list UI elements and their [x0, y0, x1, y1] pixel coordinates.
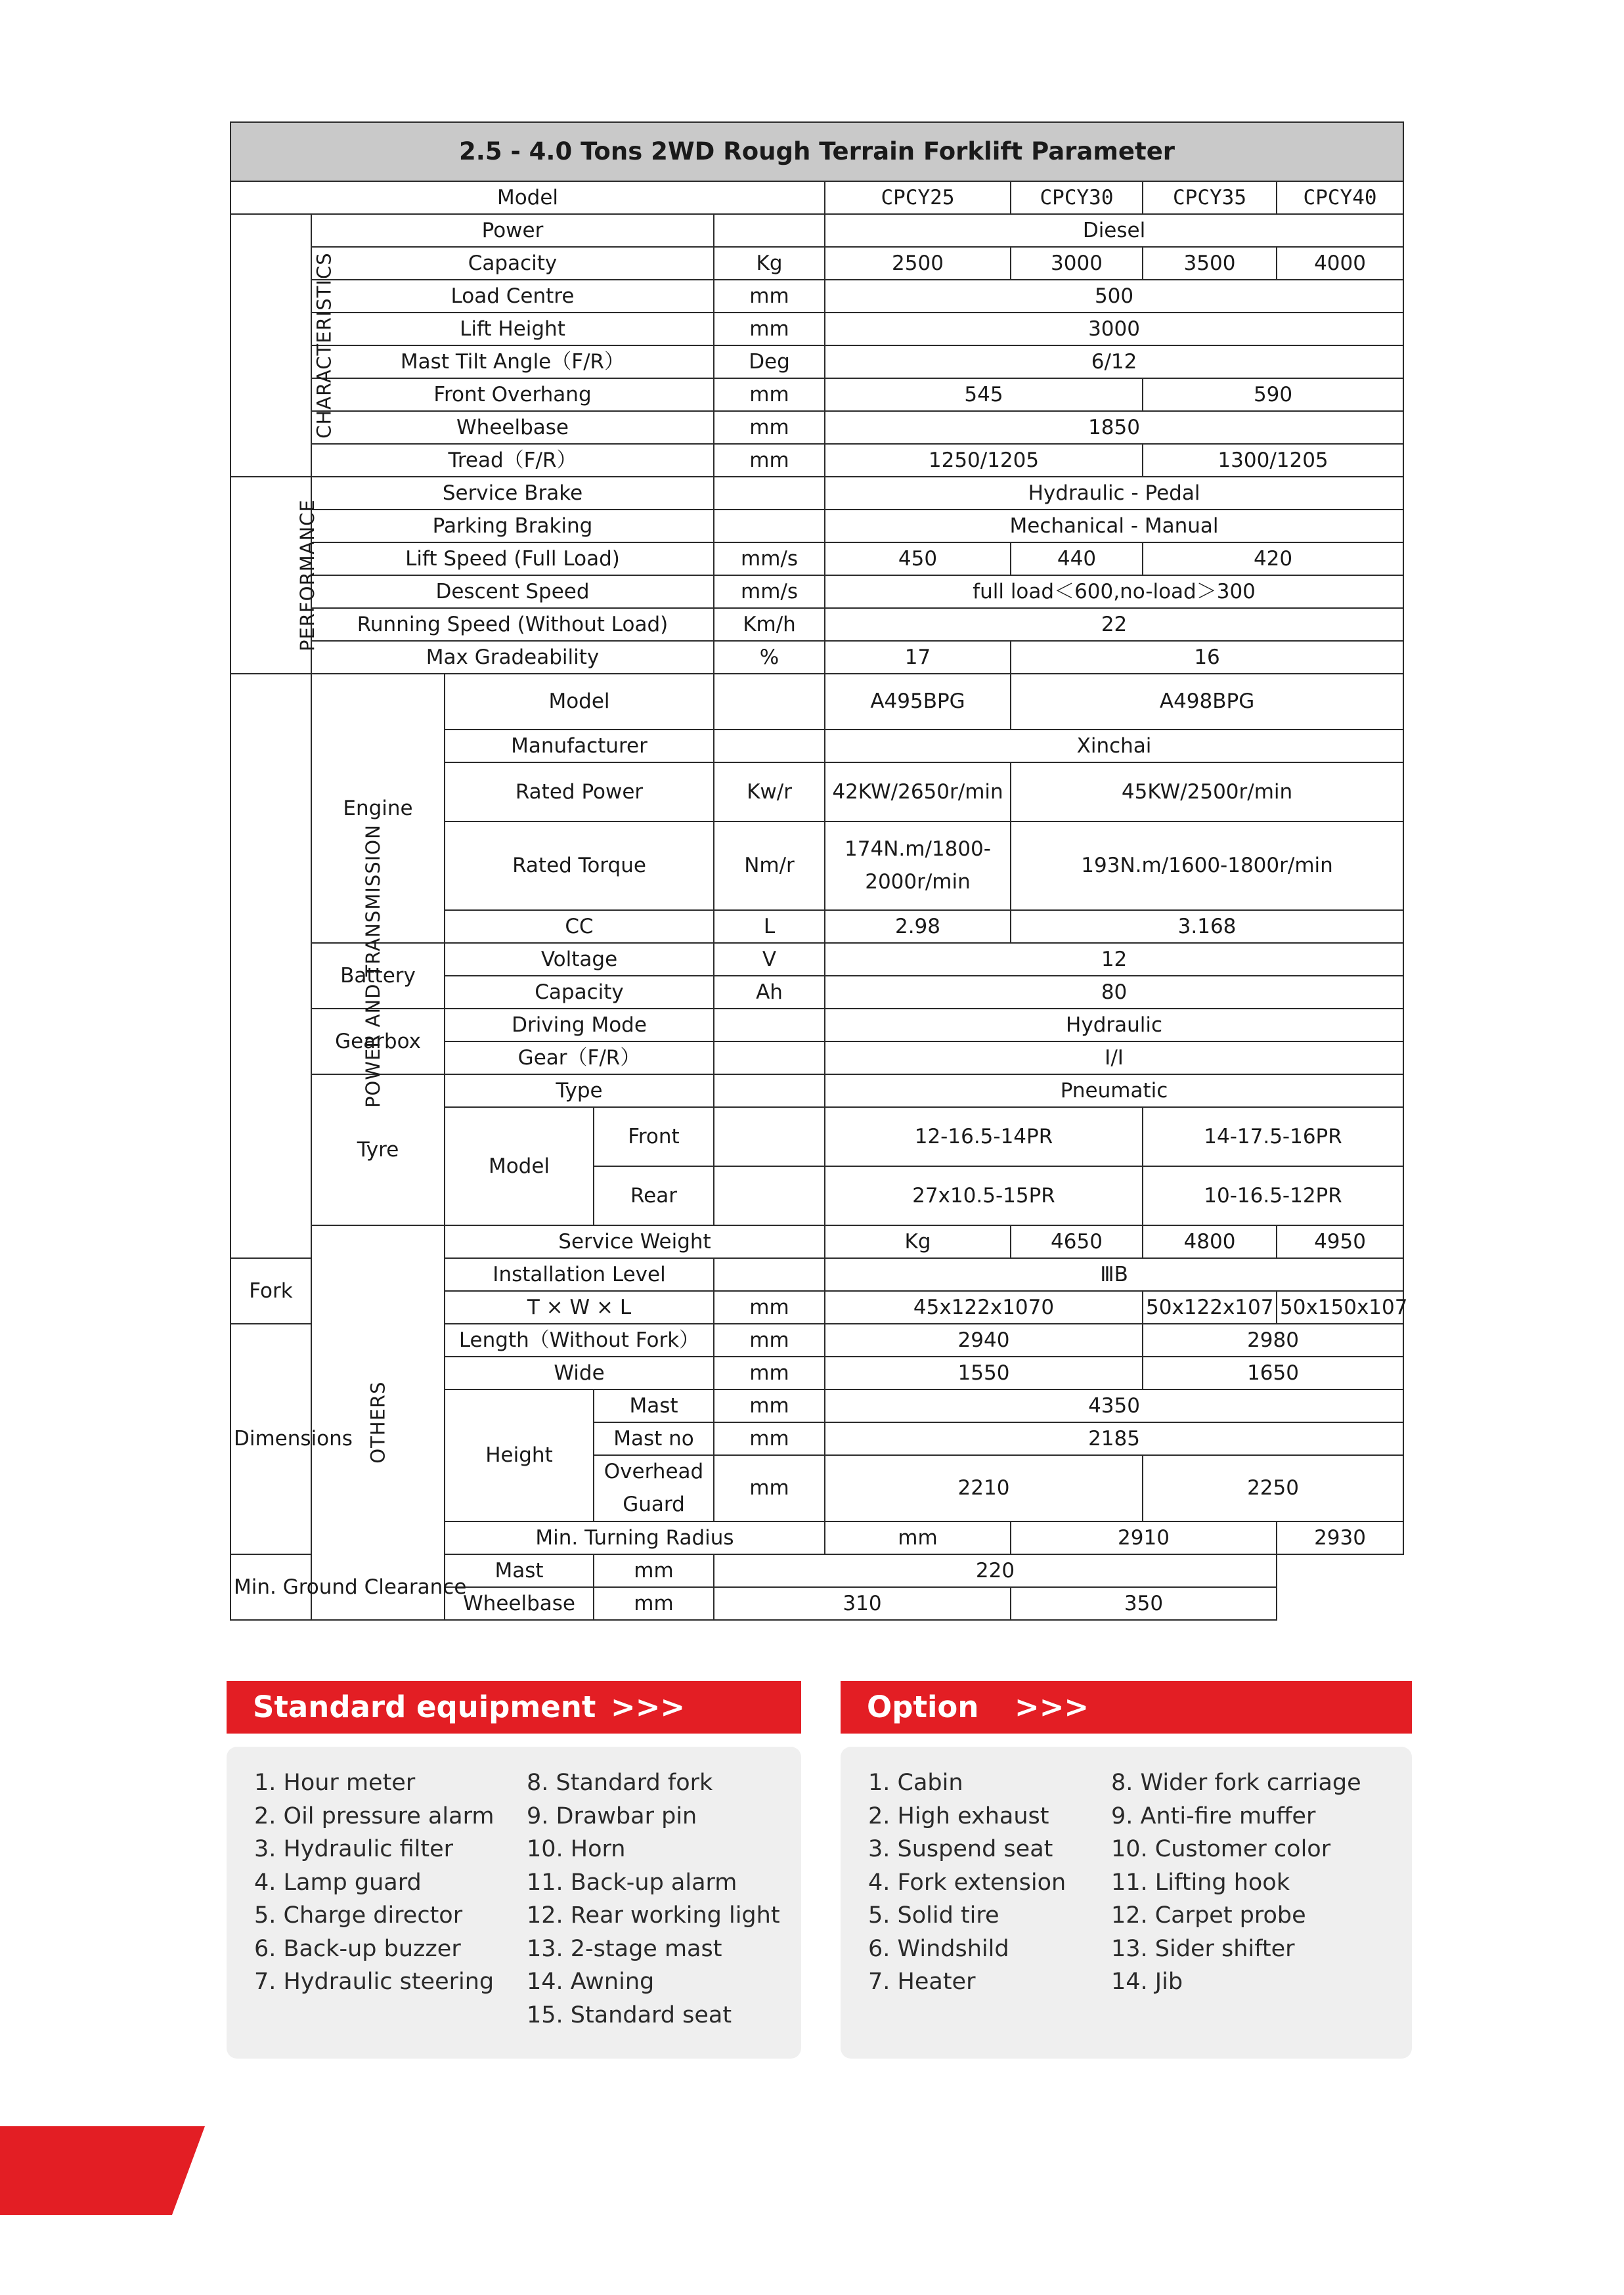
- row-value: 500: [825, 280, 1403, 313]
- row-value: 420: [1143, 542, 1403, 575]
- row-value: Xinchai: [825, 730, 1403, 762]
- row-value: 2250: [1143, 1455, 1403, 1521]
- row-label: Capacity: [445, 976, 714, 1009]
- row-label: Running Speed (Without Load): [311, 608, 714, 641]
- row-value: Mechanical - Manual: [825, 510, 1403, 542]
- list-item: 9. Anti-fire muffer: [1111, 1803, 1316, 1829]
- row-unit: V: [714, 943, 825, 976]
- list-item: 12. Rear working light: [527, 1902, 780, 1929]
- row-label: Type: [445, 1074, 714, 1107]
- row-value: 45KW/2500r/min: [1011, 762, 1403, 821]
- row-value: 2185: [825, 1422, 1403, 1455]
- row-label: Max Gradeability: [311, 641, 714, 674]
- row-label: Rated Torque: [445, 821, 714, 910]
- row-value: 174N.m/1800-2000r/min: [825, 821, 1011, 910]
- row-label: Model: [445, 674, 714, 730]
- list-item: 8. Wider fork carriage: [1111, 1770, 1361, 1796]
- row-unit: Kw/r: [714, 762, 825, 821]
- row-value: ⅢB: [825, 1258, 1403, 1291]
- row-value: 16: [1011, 641, 1403, 674]
- row-value: 50x122x107: [1143, 1291, 1277, 1324]
- list-item: 5. Solid tire: [868, 1902, 999, 1929]
- row-value: 2500: [825, 247, 1011, 280]
- row-unit: mm: [594, 1587, 714, 1620]
- row-label: Capacity: [311, 247, 714, 280]
- list-item: 13. 2-stage mast: [527, 1935, 722, 1962]
- list-item: 6. Back-up buzzer: [254, 1935, 461, 1962]
- standard-equipment-title: Standard equipment: [253, 1690, 596, 1724]
- row-value: 17: [825, 641, 1011, 674]
- row-label: Mast: [445, 1554, 594, 1587]
- table-title: 2.5 - 4.0 Tons 2WD Rough Terrain Forklift Parameter: [230, 122, 1403, 181]
- row-value: Hydraulic: [825, 1009, 1403, 1041]
- option-header: [841, 1681, 1412, 1734]
- row-value: 12: [825, 943, 1403, 976]
- row-label: Front Overhang: [311, 378, 714, 411]
- standard-list-col1: [254, 1766, 494, 1999]
- row-value: 45x122x1070: [825, 1291, 1143, 1324]
- row-value: 1650: [1143, 1357, 1403, 1389]
- row-value: 1550: [825, 1357, 1143, 1389]
- list-item: 6. Windshild: [868, 1935, 1009, 1962]
- row-label: Power: [311, 214, 714, 247]
- list-item: 3. Hydraulic filter: [254, 1836, 454, 1862]
- row-value: 50x150x107: [1277, 1291, 1403, 1324]
- row-value: 22: [825, 608, 1403, 641]
- row-unit: [714, 214, 825, 247]
- row-unit: mm/s: [714, 575, 825, 608]
- row-unit: mm: [714, 1455, 825, 1521]
- row-unit: [714, 1041, 825, 1074]
- row-unit: mm: [825, 1521, 1011, 1554]
- row-unit: [714, 1258, 825, 1291]
- row-unit: [714, 1166, 825, 1225]
- row-value: 3500: [1143, 247, 1277, 280]
- row-label: Wide: [445, 1357, 714, 1389]
- row-unit: mm: [714, 411, 825, 444]
- row-value: 545: [825, 378, 1143, 411]
- row-unit: [714, 1009, 825, 1041]
- row-value: 2.98: [825, 910, 1011, 943]
- list-item: 1. Hour meter: [254, 1770, 416, 1796]
- row-value: 27x10.5-15PR: [825, 1166, 1143, 1225]
- page-number-tab: [0, 2126, 205, 2215]
- row-unit: mm: [714, 1291, 825, 1324]
- arrows-icon: >>>: [1015, 1690, 1089, 1724]
- row-label: Driving Mode: [445, 1009, 714, 1041]
- row-value: 1250/1205: [825, 444, 1143, 477]
- row-value: Diesel: [825, 214, 1403, 247]
- row-value: 2940: [825, 1324, 1143, 1357]
- section-characteristics: CHARACTERISTICS: [230, 214, 311, 477]
- row-label: Mast no: [594, 1422, 714, 1455]
- row-label: Parking Braking: [311, 510, 714, 542]
- list-item: 4. Lamp guard: [254, 1869, 422, 1896]
- row-value: 10-16.5-12PR: [1143, 1166, 1403, 1225]
- list-item: 15. Standard seat: [527, 2001, 732, 2028]
- row-label: Length（Without Fork）: [445, 1324, 714, 1357]
- row-value: 6/12: [825, 345, 1403, 378]
- row-label: Service Weight: [445, 1225, 825, 1258]
- row-unit: Nm/r: [714, 821, 825, 910]
- row-value: 2910: [1011, 1521, 1277, 1554]
- row-value: 350: [1011, 1587, 1277, 1620]
- row-label: Lift Speed (Full Load): [311, 542, 714, 575]
- option-panel: [841, 1747, 1412, 2059]
- list-item: 14. Jib: [1111, 1969, 1183, 1995]
- row-unit: mm/s: [714, 542, 825, 575]
- row-label: Overhead Guard: [594, 1455, 714, 1521]
- group-battery: Battery: [311, 943, 445, 1009]
- row-unit: Kg: [714, 247, 825, 280]
- list-item: 11. Lifting hook: [1111, 1869, 1290, 1896]
- row-label: Lift Height: [311, 313, 714, 345]
- row-label: Service Brake: [311, 477, 714, 510]
- row-label: CC: [445, 910, 714, 943]
- group-tyre: Tyre: [311, 1074, 445, 1225]
- row-value: Ⅰ/Ⅰ: [825, 1041, 1403, 1074]
- row-value: 310: [714, 1587, 1011, 1620]
- row-label: Tread（F/R）: [311, 444, 714, 477]
- group-tyre-model: Model: [445, 1107, 594, 1225]
- row-value: 220: [714, 1554, 1277, 1587]
- row-label: Wheelbase: [445, 1587, 594, 1620]
- row-value: 12-16.5-14PR: [825, 1107, 1143, 1166]
- option-title: Option: [867, 1690, 979, 1724]
- row-value: Hydraulic - Pedal: [825, 477, 1403, 510]
- row-value: 3.168: [1011, 910, 1403, 943]
- group-ground-clearance: Min. Ground Clearance: [230, 1554, 445, 1620]
- row-value: 3000: [1011, 247, 1143, 280]
- row-unit: mm: [714, 313, 825, 345]
- row-value: 4950: [1277, 1225, 1403, 1258]
- row-value: 4650: [1011, 1225, 1143, 1258]
- row-value: 590: [1143, 378, 1403, 411]
- list-item: 9. Drawbar pin: [527, 1803, 697, 1829]
- list-item: 2. Oil pressure alarm: [254, 1803, 494, 1829]
- row-value: 2930: [1277, 1521, 1403, 1554]
- row-value: 4800: [1143, 1225, 1277, 1258]
- row-unit: L: [714, 910, 825, 943]
- group-fork: Fork: [230, 1258, 311, 1324]
- model-header-label: Model: [230, 181, 825, 214]
- list-item: 12. Carpet probe: [1111, 1902, 1306, 1929]
- row-label: Voltage: [445, 943, 714, 976]
- row-value: 193N.m/1600-1800r/min: [1011, 821, 1403, 910]
- row-unit: %: [714, 641, 825, 674]
- row-value: 42KW/2650r/min: [825, 762, 1011, 821]
- section-performance: PERFORMANCE: [230, 477, 311, 674]
- list-item: 5. Charge director: [254, 1902, 463, 1929]
- row-label: Gear（F/R）: [445, 1041, 714, 1074]
- row-value: 80: [825, 976, 1403, 1009]
- row-unit: mm: [714, 1324, 825, 1357]
- row-unit: mm: [714, 1357, 825, 1389]
- list-item: 10. Customer color: [1111, 1836, 1331, 1862]
- parameter-table: [230, 121, 1408, 1621]
- row-label: Descent Speed: [311, 575, 714, 608]
- row-value: 4350: [825, 1389, 1403, 1422]
- row-unit: Deg: [714, 345, 825, 378]
- row-value: 440: [1011, 542, 1143, 575]
- list-item: 13. Sider shifter: [1111, 1935, 1295, 1962]
- row-value: 2210: [825, 1455, 1143, 1521]
- row-value: 2980: [1143, 1324, 1403, 1357]
- row-label: Installation Level: [445, 1258, 714, 1291]
- row-unit: Km/h: [714, 608, 825, 641]
- standard-equipment-panel: [227, 1747, 801, 2059]
- row-label: Load Centre: [311, 280, 714, 313]
- page-number: 05: [99, 23, 154, 66]
- row-label: Front: [594, 1107, 714, 1166]
- section-others: OTHERS: [311, 1225, 445, 1620]
- group-dimensions: Dimensions: [230, 1324, 311, 1554]
- row-label: Rated Power: [445, 762, 714, 821]
- row-value: 4000: [1277, 247, 1403, 280]
- row-unit: [714, 1107, 825, 1166]
- row-value: 1850: [825, 411, 1403, 444]
- row-label: Min. Turning Radius: [445, 1521, 825, 1554]
- list-item: 2. High exhaust: [868, 1803, 1049, 1829]
- row-unit: mm: [714, 280, 825, 313]
- row-label: T × W × L: [445, 1291, 714, 1324]
- list-item: 4. Fork extension: [868, 1869, 1066, 1896]
- row-unit: mm: [594, 1554, 714, 1587]
- row-label: Rear: [594, 1166, 714, 1225]
- list-item: 7. Hydraulic steering: [254, 1969, 494, 1995]
- group-engine: Engine: [311, 674, 445, 943]
- row-unit: mm: [714, 378, 825, 411]
- row-unit: [714, 1074, 825, 1107]
- model-cpcy30: CPCY30: [1011, 181, 1143, 214]
- row-label: Mast: [594, 1389, 714, 1422]
- list-item: 11. Back-up alarm: [527, 1869, 737, 1896]
- standard-list-col2: [527, 1766, 780, 2032]
- row-label: Wheelbase: [311, 411, 714, 444]
- model-cpcy25: CPCY25: [825, 181, 1011, 214]
- list-item: 7. Heater: [868, 1969, 976, 1995]
- list-item: 10. Horn: [527, 1836, 626, 1862]
- row-label: Manufacturer: [445, 730, 714, 762]
- row-value: 14-17.5-16PR: [1143, 1107, 1403, 1166]
- row-unit: [714, 730, 825, 762]
- row-value: 3000: [825, 313, 1403, 345]
- option-list-col2: [1111, 1766, 1361, 1999]
- group-gearbox: Gearbox: [311, 1009, 445, 1074]
- list-item: 8. Standard fork: [527, 1770, 713, 1796]
- list-item: 1. Cabin: [868, 1770, 963, 1796]
- section-power-transmission: POWER AND TRANSMISSION: [230, 674, 311, 1258]
- row-unit: [714, 477, 825, 510]
- option-list-col1: [868, 1766, 1066, 1999]
- list-item: 14. Awning: [527, 1969, 655, 1995]
- model-cpcy40: CPCY40: [1277, 181, 1403, 214]
- row-unit: Kg: [825, 1225, 1011, 1258]
- row-unit: [714, 674, 825, 730]
- row-value: 1300/1205: [1143, 444, 1403, 477]
- row-unit: [714, 510, 825, 542]
- row-unit: mm: [714, 1422, 825, 1455]
- row-label: Mast Tilt Angle（F/R）: [311, 345, 714, 378]
- row-value: Pneumatic: [825, 1074, 1403, 1107]
- standard-equipment-header: [227, 1681, 801, 1734]
- row-value: A498BPG: [1011, 674, 1403, 730]
- row-unit: mm: [714, 1389, 825, 1422]
- list-item: 3. Suspend seat: [868, 1836, 1053, 1862]
- group-height: Height: [445, 1389, 594, 1521]
- model-cpcy35: CPCY35: [1143, 181, 1277, 214]
- row-value: A495BPG: [825, 674, 1011, 730]
- arrows-icon: >>>: [611, 1690, 686, 1724]
- row-value: 450: [825, 542, 1011, 575]
- row-value: full load＜600,no-load＞300: [825, 575, 1403, 608]
- row-unit: mm: [714, 444, 825, 477]
- row-unit: Ah: [714, 976, 825, 1009]
